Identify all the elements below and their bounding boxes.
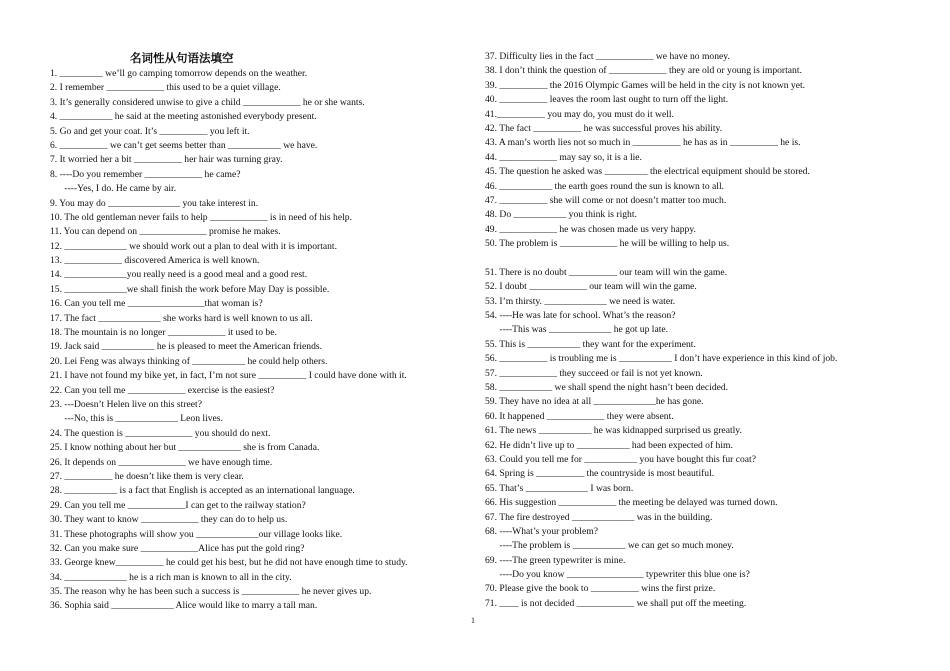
question-line: 8. ----Do you remember ____________ he came?: [50, 168, 241, 180]
question-line: 33. George knew__________ he could get his best, but he did not have enough time to study.: [50, 557, 408, 569]
question-line: 43. A man’s worth lies not so much in __________ he has as in __________ he is.: [485, 137, 801, 149]
question-line: 4. ___________ he said at the meeting astonished everybody present.: [50, 111, 317, 123]
section-gap: [485, 251, 905, 265]
question-line: 55. This is ___________ they want for the experiment.: [485, 338, 696, 350]
question-line: 40. __________ leaves the room last ought to turn off the light.: [485, 94, 729, 106]
question-line: 35. The reason why he has been such a success is ____________ he never gives up.: [50, 586, 372, 598]
question-line: 62. He didn’t live up to ___________ had been expected of him.: [485, 439, 733, 451]
question-line: 59. They have no idea at all _____________he has gone.: [485, 396, 704, 408]
question-line: 32. Can you make sure ____________Alice has put the gold ring?: [50, 542, 305, 554]
question-line: 30. They want to know ____________ they can do to help us.: [50, 514, 288, 526]
question-line: 70. Please give the book to __________ wins the first prize.: [485, 583, 716, 595]
question-line: 3. It’s generally considered unwise to give a child ____________ he or she wants.: [50, 96, 365, 108]
question-line: 47. __________ she will come or not doesn’t matter too much.: [485, 194, 727, 206]
question-line: 42. The fact __________ he was successful proves his ability.: [485, 122, 723, 134]
question-line: 49. ____________ he was chosen made us very happy.: [485, 223, 696, 235]
worksheet-title: 名词性从句语法填空: [130, 51, 234, 65]
question-line: 31. These photographs will show you _____________our village looks like.: [50, 528, 343, 540]
question-line: 23. ---Doesn’t Helen live on this street?: [50, 398, 202, 410]
question-line: 28. ___________ is a fact that English is accepted as an international language.: [50, 485, 355, 497]
right-question-list-b: [485, 266, 905, 611]
question-line: 64. Spring is __________ the countryside is most beautiful.: [485, 468, 715, 480]
question-line: 15. _____________we shall finish the work before May Day is possible.: [50, 283, 330, 295]
question-line: 53. I’m thirsty. _____________ we need is water.: [485, 295, 676, 307]
question-line: 36. Sophia said _____________ Alice would like to marry a tall man.: [50, 600, 318, 612]
question-line: 65. That’s _____________ I was born.: [485, 482, 634, 494]
question-line: 50. The problem is ____________ he will be willing to help us.: [485, 238, 730, 250]
question-line: 71. ____ is not decided ____________ we shall put off the meeting.: [485, 597, 747, 609]
question-line: 13. ____________ discovered America is well known.: [50, 255, 260, 267]
right-column: [485, 50, 905, 611]
question-line: 61. The news ___________ he was kidnapped surprised us greatly.: [485, 425, 742, 437]
question-line: 19. Jack said ___________ he is pleased to meet the American friends.: [50, 341, 323, 353]
question-line: 66. His suggestion ____________ the meeting be delayed was turned down.: [485, 497, 778, 509]
question-line: 54. ----He was late for school. What’s the reason?: [485, 310, 676, 322]
question-line: 63. Could you tell me for ___________ you have bought this fur coat?: [485, 453, 756, 465]
question-line: 22. Can you tell me ____________ exercise is the easiest?: [50, 384, 275, 396]
question-line: ----This was _____________ he got up late.: [485, 324, 669, 336]
question-line: 29. Can you tell me ____________I can get to the railway station?: [50, 499, 306, 511]
question-line: 44. ____________ may say so, it is a lie.: [485, 151, 642, 163]
question-line: 18. The mountain is no longer ____________ it used to be.: [50, 327, 277, 339]
question-line: 67. The fire destroyed _____________ was in the building.: [485, 511, 713, 523]
question-line: 20. Lei Feng was always thinking of ___________ he could help others.: [50, 355, 328, 367]
question-line: 26. It depends on ______________ we have enough time.: [50, 456, 273, 468]
question-line: 10. The old gentleman never fails to help ____________ is in need of his help.: [50, 211, 352, 223]
question-line: 27. __________ he doesn’t like them is very clear.: [50, 470, 244, 482]
question-line: ----Do you know ________________ typewriter this blue one is?: [485, 569, 750, 581]
question-line: 11. You can depend on ______________ promise he makes.: [50, 226, 281, 238]
question-line: 5. Go and get your coat. It’s __________ you left it.: [50, 125, 250, 137]
question-line: 69. ----The green typewriter is mine.: [485, 554, 626, 566]
question-line: 37. Difficulty lies in the fact ____________ we have no money.: [485, 51, 730, 62]
question-line: 39. __________ the 2016 Olympic Games will be held in the city is not known yet.: [485, 79, 806, 91]
question-line: 68. ----What’s your problem?: [485, 525, 598, 537]
question-line: 48. Do ___________ you think is right.: [485, 209, 637, 221]
question-line: 56. __________ is troubling me is ___________ I don’t have experience in this kind of job.: [485, 353, 838, 365]
question-line: 17. The fact _____________ she works hard is well known to us all.: [50, 312, 313, 324]
question-line: 16. Can you tell me ________________that woman is?: [50, 298, 263, 310]
right-question-list-a: [485, 50, 905, 251]
question-line: 58. ___________ we shall spend the night hasn’t been decided.: [485, 381, 729, 393]
question-line: 9. You may do _______________ you take interest in.: [50, 197, 259, 209]
question-line: 6. __________ we can’t get seems better than ___________ we have.: [50, 139, 318, 151]
question-line: 38. I don’t think the question of ____________ they are old or young is important.: [485, 65, 802, 77]
question-line: 14. _____________you really need is a good meal and a good rest.: [50, 269, 308, 281]
question-line: ----Yes, I do. He came by air.: [50, 183, 177, 195]
question-line: 21. I have not found my bike yet, in fact, I’m not sure __________ I could have done with it.: [50, 370, 407, 382]
left-question-list: [50, 67, 468, 614]
question-line: 2. I remember ____________ this used to be a quiet village.: [50, 82, 281, 94]
question-line: ---No, this is _____________ Leon lives.: [50, 413, 223, 425]
question-line: 1. _________ we’ll go camping tomorrow depends on the weather.: [50, 68, 308, 79]
question-line: 12. _____________ we should work out a plan to deal with it is important.: [50, 240, 337, 252]
left-column: [50, 50, 468, 614]
question-line: 46. ___________ the earth goes round the sun is known to all.: [485, 180, 725, 192]
question-line: 45. The question he asked was _________ the electrical equipment should be stored.: [485, 166, 810, 178]
question-line: 24. The question is ______________ you should do next.: [50, 427, 271, 439]
question-line: ----The problem is ___________ we can get so much money.: [485, 540, 734, 552]
question-line: 7. It worried her a bit __________ her hair was turning gray.: [50, 154, 283, 166]
question-line: 57. ____________ they succeed or fail is not yet known.: [485, 367, 703, 379]
page-number: 1: [471, 616, 475, 625]
question-line: 41.__________ you may do, you must do it well.: [485, 108, 674, 120]
question-line: 25. I know nothing about her but _____________ she is from Canada.: [50, 442, 320, 454]
question-line: 51. There is no doubt __________ our team will win the game.: [485, 266, 728, 278]
question-line: 34. _____________ he is a rich man is known to all in the city.: [50, 571, 292, 583]
question-line: 60. It happened ____________ they were absent.: [485, 410, 674, 422]
question-line: 52. I doubt ____________ our team will win the game.: [485, 281, 697, 293]
